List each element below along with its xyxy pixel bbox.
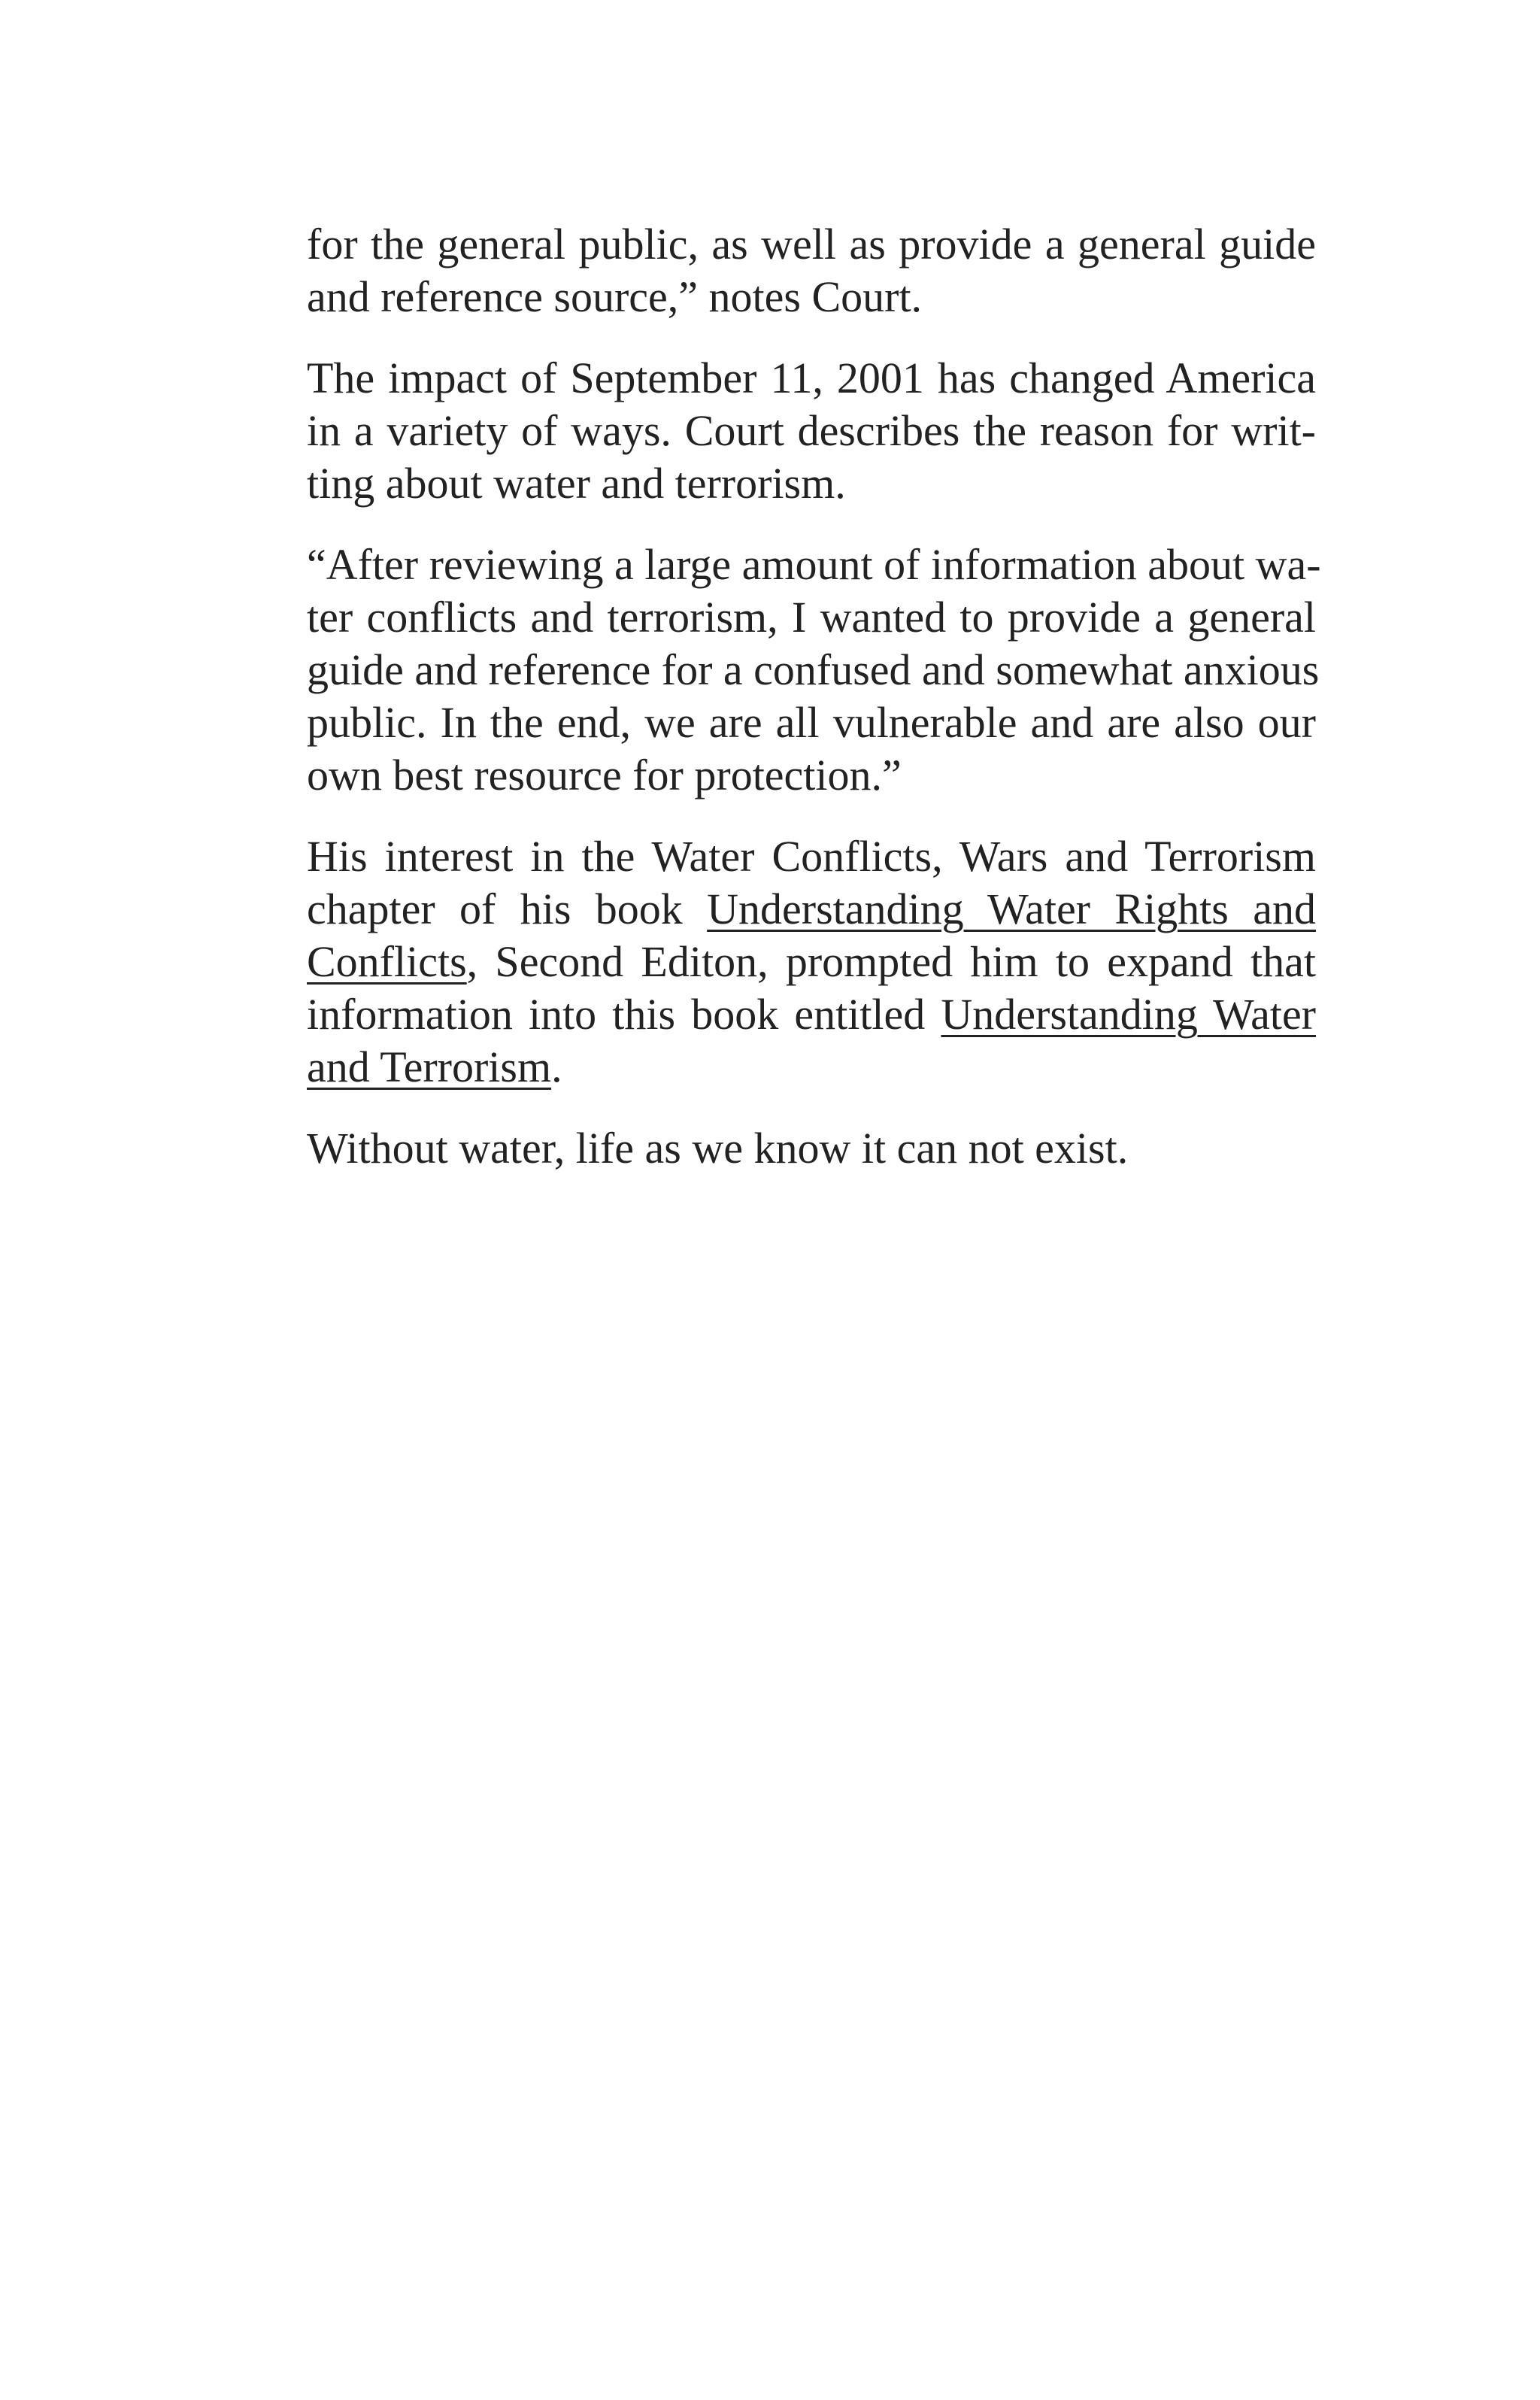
text-segment: . [551, 1042, 562, 1091]
text-segment: information into this book entitled [307, 990, 941, 1039]
text-line: ting about water and terrorism. [307, 459, 846, 508]
text-line: for the general public, as well as provide a general guide [307, 220, 1316, 269]
text-line: Without water, life as we know it can not exist. [307, 1124, 1129, 1173]
body-text [307, 218, 1321, 1203]
text-line: His interest in the Water Conflicts, Wars and Terrorism [307, 832, 1316, 881]
text-line: guide and reference for a confused and somewhat anxious [307, 645, 1320, 694]
text-line: own best resource for protection.” [307, 751, 902, 799]
text-line: public. In the end, we are all vulnerable and are also our [307, 698, 1316, 747]
text-line: ter conflicts and terrorism, I wanted to provide a general [307, 593, 1316, 642]
paragraph-4 [307, 830, 1316, 1094]
book-title-understanding-water-rights: Understanding Water Rights and [707, 884, 1316, 933]
text-segment: chapter of his book [307, 884, 708, 933]
book-title-understanding-water-terrorism: and Terrorism [307, 1042, 552, 1091]
text-segment: , Second Editon, prompted him to expand that [466, 937, 1316, 986]
book-title-understanding-water-terrorism: Understanding Water [941, 990, 1316, 1039]
text-line [307, 936, 1316, 988]
text-line: in a variety of ways. Court describes the reason for writ- [307, 406, 1316, 455]
paragraph-5 [307, 1122, 1316, 1175]
paragraph-1 [307, 218, 1316, 323]
text-line [307, 1041, 1316, 1094]
text-line: and reference source,” notes Court. [307, 272, 923, 321]
paragraph-2 [307, 352, 1316, 510]
book-title-understanding-water-rights: Conflicts [307, 937, 467, 986]
text-line: The impact of September 11, 2001 has changed America [307, 353, 1316, 402]
text-line: “After reviewing a large amount of information about wa- [307, 540, 1321, 589]
text-line [307, 883, 1316, 936]
paragraph-3-quote [307, 539, 1321, 802]
text-line [307, 988, 1316, 1041]
